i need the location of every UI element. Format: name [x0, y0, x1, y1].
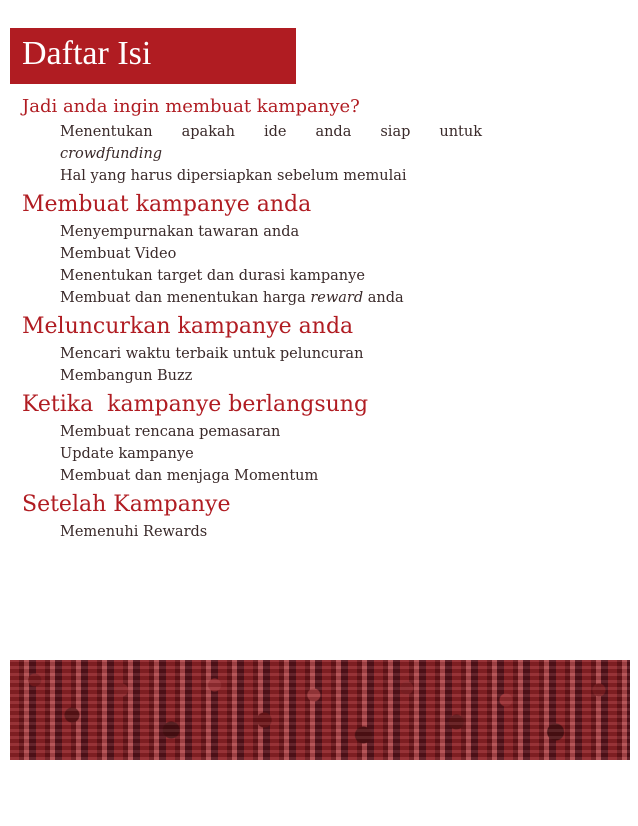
page-title: Daftar Isi [22, 35, 152, 72]
toc-section-2 [22, 189, 482, 309]
toc-item[interactable]: Membangun Buzz [60, 368, 193, 384]
toc-item-italic: reward [310, 290, 364, 306]
toc-item-italic: crowdfunding [60, 146, 163, 162]
toc-item[interactable]: Menyempurnakan tawaran anda [60, 224, 300, 240]
toc-item-text: Membuat dan menentukan harga [60, 290, 306, 306]
title-banner [10, 28, 296, 84]
toc-section-3 [22, 311, 482, 387]
toc-item[interactable]: Hal yang harus dipersiapkan sebelum memulai [60, 168, 407, 184]
toc-item[interactable]: Membuat rencana pemasaran [60, 424, 281, 440]
toc-item[interactable]: Menentukan apakah ide anda siap untuk [60, 124, 482, 140]
toc-item[interactable]: Membuat Video [60, 246, 177, 262]
toc-item[interactable]: Update kampanye [60, 446, 194, 462]
section-title[interactable]: Membuat kampanye anda [22, 192, 312, 217]
section-title[interactable]: Meluncurkan kampanye anda [22, 314, 354, 339]
section-title[interactable]: Setelah Kampanye [22, 492, 231, 517]
section-title[interactable]: Ketika kampanye berlangsung [22, 392, 369, 417]
table-of-contents [22, 92, 482, 545]
toc-section-4 [22, 389, 482, 487]
toc-item[interactable]: Menentukan target dan durasi kampanye [60, 268, 365, 284]
toc-item[interactable]: Membuat dan menjaga Momentum [60, 468, 319, 484]
toc-item-text: anda [367, 290, 404, 306]
crowd-photo [10, 660, 630, 760]
toc-section-1 [22, 92, 482, 187]
toc-item[interactable] [60, 287, 482, 309]
toc-section-5 [22, 489, 482, 543]
toc-item[interactable]: Mencari waktu terbaik untuk peluncuran [60, 346, 364, 362]
section-title[interactable]: Jadi anda ingin membuat kampanye? [22, 96, 360, 117]
toc-item[interactable] [60, 143, 482, 165]
toc-item[interactable]: Memenuhi Rewards [60, 524, 208, 540]
